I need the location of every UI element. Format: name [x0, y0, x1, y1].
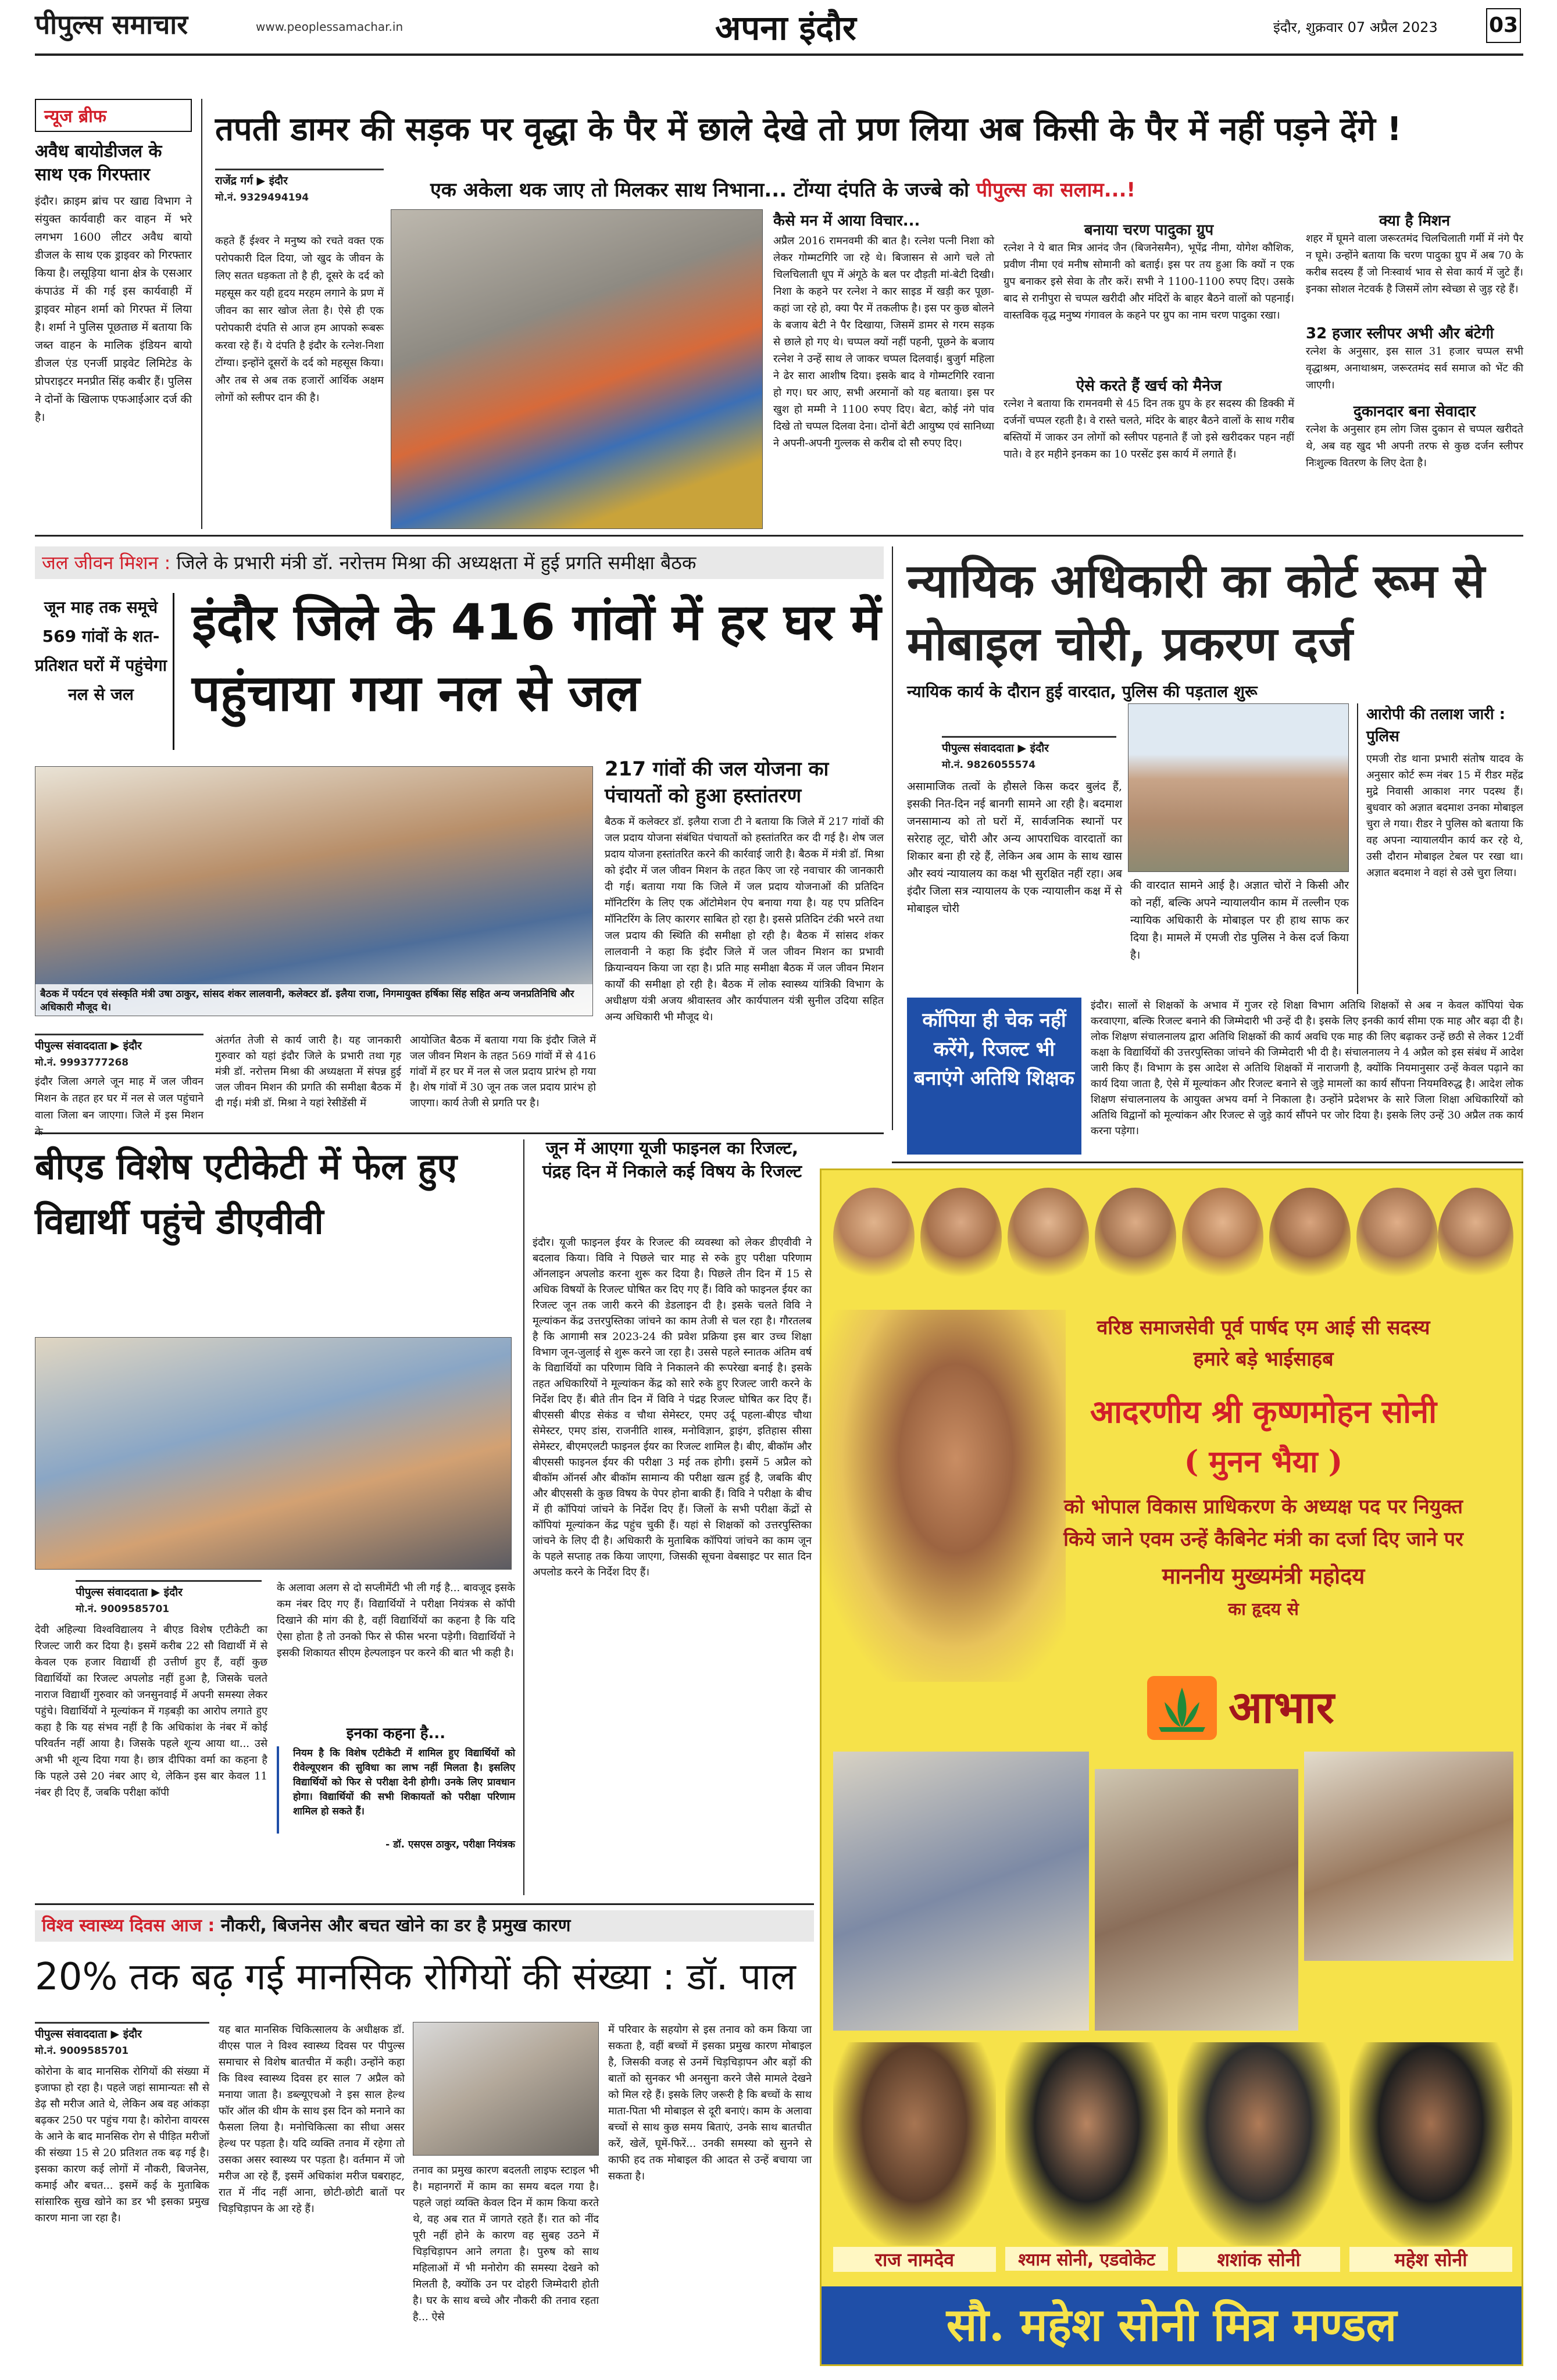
water-byline-text: पीपुल्स संवाददाता ▶ इंदौर	[35, 1039, 142, 1052]
ad-leader-photo	[920, 1188, 1002, 1287]
water-body-right: बैठक में कलेक्टर डॉ. इलैया राजा टी ने बताया कि जिले में 217 गांवों की जल प्रदाय योजना संबंधित पंचायतों को हस्तांतरित कर दी गई है। शेष जल प्रदाय योजना हस्तांतरित करने की कार्रवाई जारी है। बैठक में मंत्री डॉ. मिश्रा को इंदौर में जल जीवन मिशन के तहत किए जा रहे नवाचार की जानकारी दी गई। बताया गया कि जिले में जल प्रदाय योजनाओं की प्रतिदिन मॉनिटरिंग के लिए एक ऑटोमेशन ऐप बनाया गया है। यह एप प्रतिदिन मॉनिटरिंग के लिए कारगर साबित हो रहा है। इससे प्रतिदिन टंकी भरने तथा जल प्रदाय की स्थिति की समीक्षा हो रही है। बैठक में सांसद शंकर लालवानी ने कहा कि इंदौर जिले में जल जीवन मिशन का प्रभावी क्रियान्वयन किया जा रहा है। प्रति माह समीक्षा बैठक में जल जीवन मिशन कार्यों की समीक्षा हो रही है। बैठक में लोक स्वास्थ्य यांत्रिकी विभाग के अधीक्षण यंत्री अजय श्रीवास्तव और कार्यपालन यंत्री सुनील उदिया सहित अन्य अधिकारी भी मौजूद थे।	[605, 816, 884, 1023]
ug-headline: जून में आएगा यूजी फाइनल का रिजल्ट, पंद्रह दिन में निकाले कई विषय के रिजल्ट	[542, 1138, 802, 1182]
health-byline-text: पीपुल्स संवाददाता ▶ इंदौर	[35, 2028, 142, 2040]
story1-col4a: शहर में घूमने वाला जरूरतमंद चिलचिलाती गर्मी में नंगे पैर न घूमे। उन्होंने बताया कि चरण पादुका ग्रुप में अब 70 के करीब सदस्य हैं जो निःस्वार्थ भाव से सेवा कार्य में जुटे हैं। इनका सोशल नेटवर्क है जिसमें लोग स्वेच्छा से जुड़ रहे हैं।	[1306, 233, 1523, 295]
masthead-website: www.peoplessamachar.in	[256, 20, 403, 34]
copies-body: इंदौर। सालों से शिक्षकों के अभाव में गुजर रहे शिक्षा विभाग अतिथि शिक्षकों से अब न केवल कॉपियां चेक करवाएगा, बल्कि रिजल्ट बनाने की जिम्मेदारी भी उन्हें दी है। इसके लिए इनकी कार्य सीमा एक माह और बढ़ा दी है। लोक शिक्षण संचालनालय द्वारा अतिथि शिक्षकों की कार्य अवधि एक माह की लिए बढ़ाकर उन्हें छठी से लेकर 12वीं कक्षा के विद्यार्थियों की उत्तरपुस्तिका जांचने की जिम्मेदारी भी दी है। संचालनालय ने 4 अप्रैल को इस संबंध में आदेश जारी किए हैं। विभाग के इस आदेश से अतिथि शिक्षकों में नाराजगी है, क्योंकि नियमानुसार उन्हें केवल पढ़ाने का कार्य दिया जाता है, ऐसे में मूल्यांकन और रिजल्ट बनाने से जुड़े मामलों का कार्य सौंपना नियमविरुद्ध है। आदेश लोक शिक्षण संचालनालय के आयुक्त अभय वर्मा ने निकाला है। उन्होंने प्रदेशभर के सारे जिला शिक्षा अधिकारियों को अतिथि विद्वानों को मूल्यांकन और रिजल्ट से जुड़े कार्य सौंपने पर जोर दिया है। इसके लिए उन्हें 30 अप्रैल तक कार्य करना पड़ेगा।	[1091, 999, 1523, 1137]
advert	[820, 1168, 1523, 2366]
bed-quote: नियम है कि विशेष एटीकेटी में शामिल हुए विद्यार्थियों को रीवेल्यूएशन की सुविधा का लाभ नहीं मिलता है। इसलिए विद्यार्थियों को फिर से परीक्षा देनी होगी। उनके लिए प्रावधान होगा। विद्यार्थियों की सभी शिकायतों को परीक्षा परिणाम शामिल हो सकते हैं।	[277, 1746, 515, 1834]
bed-ug-rule	[523, 1139, 524, 1895]
section-rule-3	[35, 1132, 884, 1134]
masthead	[0, 0, 1557, 52]
ad-leader-photo	[1356, 1188, 1438, 1287]
ad-person-name: महेश सोनी	[1349, 2247, 1512, 2272]
health-headline: 20% तक बढ़ गई मानसिक रोगियों की संख्या : डॉ. पाल	[35, 1956, 796, 1999]
brief-rule	[201, 99, 202, 529]
brief-body: इंदौर। क्राइम ब्रांच पर खाद्य विभाग ने संयुक्त कार्यवाही कर वाहन में भरे लगभग 1600 लीटर अवैध बायो डीजल के साथ एक ड्राइवर को गिरफ्तार किया है। लसूड़िया थाना क्षेत्र के एसआर कंपाउंड में की गई इस कार्यवाही में ड्राइवर मोहन शर्मा को गिरफ्त में लिया है। शर्मा ने पुलिस पूछताछ में बताया कि जब्त वाहन के मालिक इंडियन बायो डीजल एंड एनर्जी प्राइवेट लिमिटेड के प्रोपराइटर मनप्रीत सिंह कबीर हैं। पुलिस ने दोनों के खिलाफ एफआईआर दर्ज की है।	[35, 195, 192, 424]
dateline: इंदौर, शुक्रवार 07 अप्रैल 2023	[1273, 19, 1438, 35]
ad-leaders-row	[833, 1182, 1513, 1292]
ad-person-photo	[1177, 2042, 1340, 2246]
bed-byline-text: पीपुल्स संवाददाता ▶ इंदौर	[76, 1586, 183, 1599]
court-col1: असामाजिक तत्वों के हौसले किस कदर बुलंद हैं, इसकी नित-दिन नई बानगी सामने आ रही है। बदमाश जनसामान्य को तो घरों में, सार्वजनिक स्थानों पर सरेराह लूट, चोरी और अन्य आपराधिक वारदातों का शिकार बना ही रहे हैं, लेकिन अब आम के साथ खास और स्वयं न्यायालय का कक्ष भी सुरक्षित नहीं रहा। अब इंदौर जिला सत्र न्यायालय के एक न्यायालीन कक्ष में से मोबाइल चोरी	[907, 780, 1122, 915]
story1-col4c: रत्नेश के अनुसार हम लोग जिस दुकान से चप्पल खरीदते थे, अब वह खुद भी अपनी तरफ से कुछ दर्जन स्लीपर निःशुल्क वितरण के लिए देता है।	[1306, 423, 1523, 469]
news-brief	[35, 99, 192, 529]
water-byline	[35, 1034, 203, 1069]
water-court-rule	[892, 546, 893, 1130]
story1-sub3: ऐसे करते हैं खर्च को मैनेज	[1076, 377, 1222, 395]
court-col2: की वारदात सामने आई है। अज्ञात चोरों ने किसी और को नहीं, बल्कि अपने न्यायालयीन काम में तल्लीन एक न्यायिक अधिकारी के मोबाइल पर ही हाथ साफ कर दिया है। मामले में एमजी रोड पुलिस ने केस दर्ज किया है।	[1130, 879, 1349, 962]
court-side-rule	[1357, 703, 1358, 994]
ad-leader-photo	[1182, 1188, 1263, 1287]
health-col2: यह बात मानसिक चिकित्सालय के अधीक्षक डॉ. वीएस पाल ने विश्व स्वास्थ्य दिवस पर पीपुल्स समाचार से विशेष बातचीत में कही। उन्होंने कहा कि विश्व स्वास्थ्य दिवस हर साल 7 अप्रैल को मनाया जाता है। डब्ल्यूएचओ ने इस साल हेल्थ फॉर ऑल की थीम के साथ इस दिन को मनाने का फैसला लिया है। मनोचिकित्सा का सीधा असर हेल्थ पर पड़ता है। यदि व्यक्ति तनाव में रहेगा तो उसका असर स्वास्थ्य पर पड़ता है। वर्तमान में जो मरीज आ रहे हैं, इसमें अधिकांश मरीज घबराहट, रात में नींद नहीं आना, छोटी-छोटी बातों पर चिड़चिड़ापन के आ रहे हैं।	[219, 2024, 405, 2215]
ad-person-photo	[833, 2042, 996, 2246]
masthead-rule	[35, 53, 1523, 56]
court-byline	[942, 736, 1116, 771]
story1-col3: रत्नेश ने ये बात मित्र आनंद जैन (बिजनेसमैन), भूपेंद्र नीमा, योगेश कौशिक, प्रवीण नीमा एवं मनीष सोमानी को बताई। इस पर तय हुआ कि क्यों न एक ग्रुप बनाकर इसे सेवा के तौर करें। सभी ने 1100-1100 रुपए दिए। उसके बाद से रानीपुरा से चप्पल खरीदी और मंदिरों के बाहर बैठने वालों को पहनाई। वास्तविक वृद्ध मनुष्य गंगावल के कहने पर ग्रुप का नाम चरण पादुका रखा।	[1004, 242, 1294, 321]
water-side-box: जून माह तक समूचे 569 गांवों के शत-प्रतिशत घरों में पहुंचेगा नल से जल	[35, 593, 174, 750]
ad-person-photo	[1349, 2042, 1512, 2246]
bed-byline	[76, 1580, 262, 1615]
story1-mobile: मो.नं. 9329494194	[215, 192, 309, 203]
story1-col2-wrap	[773, 209, 994, 529]
water-mobile: मो.नं. 9993777268	[35, 1057, 129, 1069]
court-side-title: आरोपी की तलाश जारी : पुलिस	[1366, 706, 1506, 745]
water-sub: 217 गांवों की जल योजना का पंचायतों को हुआ हस्तांतरण	[605, 757, 829, 807]
bjp-lotus-icon	[1147, 1676, 1217, 1740]
water-right	[605, 756, 884, 1128]
court-byline-text: पीपुल्स संवाददाता ▶ इंदौर	[942, 742, 1049, 755]
ad-leader-photo	[1438, 1188, 1513, 1287]
ad-line3: को भोपाल विकास प्राधिकरण के अध्यक्ष पद पर नियुक्त किये जाने एवम उन्हें कैबिनेट मंत्री का दर्जा दिए जाने पर	[1063, 1495, 1463, 1551]
ad-footer: सौ. महेश सोनी मित्र मण्डल	[822, 2286, 1522, 2364]
health-col4: में परिवार के सहयोग से इस तनाव को कम किया जा सकता है, वहीं बच्चों में इसका प्रमुख कारण मोबाइल है, जिसकी वजह से उनमें चिड़चिड़ापन और बड़ों की बातों को सुनकर भी अनसुना करने जैसे मामले देखने को मिल रहे हैं। इसके लिए जरूरी है कि बच्चों के साथ माता-पिता भी मोबाइल से दूरी बनाएं। काम के अलावा बच्चों से साथ कुछ समय बिताएं, उनके साथ बातचीत करें, खेलें, घूमें-फिरें... उनकी समस्या को सुनने से काफी हद तक मोबाइल की आदत से उन्हें बचाया जा सकता है।	[608, 2024, 812, 2182]
water-kicker-text: जिले के प्रभारी मंत्री डॉ. नरोत्तम मिश्रा की अध्यक्षता में हुई प्रगति समीक्षा बैठक	[176, 552, 697, 574]
water-photo	[35, 766, 593, 1016]
ad-people-row	[833, 2042, 1513, 2275]
health-col1: कोरोना के बाद मानसिक रोगियों की संख्या में इजाफा हो रहा है। पहले जहां सामान्यतः सौ से डेढ़ सौ मरीज आते थे, लेकिन अब वह आंकड़ा बढ़कर 250 पर पहुंच गया है। कोरोना वायरस के आने के बाद मानसिक रोग से पीड़ित मरीजों की संख्या 15 से 20 प्रतिशत तक बढ़ गई है। इसका कारण कई लोगों में नौकरी, बिजनेस, कमाई और बचत... इसमें कई के मुताबिक सांसारिक सुख खोने का डर भी इसका प्रमुख कारण माना जा रहा है।	[35, 2065, 209, 2224]
lotus-icon	[1147, 1676, 1217, 1740]
story1-sub4: क्या है मिशन	[1379, 212, 1451, 230]
ug-body: इंदौर। यूजी फाइनल ईयर के रिजल्ट की व्यवस्था को लेकर डीएवीवी ने बदलाव किया। विवि ने पिछले चार माह से रुके हुए परीक्षा परिणाम ऑनलाइन अपलोड करना शुरू कर दिया है। पिछले तीन दिन में 15 से अधिक विषयों के रिजल्ट घोषित कर दिए गए हैं। विवि को फाइनल ईयर का रिजल्ट जून तक जारी करने की डेडलाइन दी है। इसके चलते विवि ने मूल्यांकन केंद्र उत्तरपुस्तिका जांचने का काम तेजी से चल रहा है। गौरतलब है कि आगामी सत्र 2023-24 की प्रवेश प्रक्रिया इस बार उच्च शिक्षा विभाग जून-जुलाई से शुरू करने जा रहा है। उससे पहले स्नातक अंतिम वर्ष के विद्यार्थियों का परिणाम विवि ने निकालने की रूपरेखा बनाई है। इसके तहत अधिकारियों ने मूल्यांकन केंद्र को सारे रुके हुए रिजल्ट जारी करने के निर्देश दिए हैं। बीते तीन दिन में विवि ने पंद्रह रिजल्ट घोषित कर दिए हैं। बीएससी बीएड सेकंड व चौथा सेमेस्टर, एमए उर्दू पहला-बीएड चौथा सेमेस्टर, एमए डांस, राजनीति शास्त्र, मनोविज्ञान, ड्राइंग, इतिहास सीसा सेमेस्टर, बीएमएलटी फाइनल ईयर का रिजल्ट शामिल है। बीए, बीकॉम और बीएससी फाइनल ईयर की परीक्षा 3 मई तक होगी। इसमें 5 अप्रैल को बीकॉम ऑनर्स और बीकॉम सामान्य की परीक्षा खत्म हुई है, जबकि बीए और बीएससी के कुछ विषय के पेपर होना बाकी हैं। विवि ने परीक्षा के बीच में ही कॉपियां जांचने के निर्देश दिए हैं। जिलों के सभी परीक्षा केंद्रों से कॉपियां मूल्यांकन केंद्र पहुंच चुकी हैं। यहां से शिक्षकों को उत्तरपुस्तिका जांचने के लिए दी है। अधिकारी के मुताबिक कॉपियां जांचने का काम जून के पहले सप्ताह तक किया जाएगा, जिसकी सूचना वेबसाइट पर सात दिन अपलोड करने के निर्देश दिए हैं।	[533, 1237, 812, 1578]
ad-person-photo	[1005, 2042, 1168, 2246]
water-kicker	[35, 546, 884, 579]
story1-col1: कहते हैं ईश्वर ने मनुष्य को रचते वक्त एक परोपकारी दिल दिया, जो खुद के जीवन के लिए सतत धड़कता तो है ही, दूसरे के दर्द को महसूस कर यही हृदय मरहम लगाने के प्रण में जीवन का सार खोज लेता है। ऐसे ही एक परोपकारी दंपति से आज हम आपको रूबरू करवा रहे हैं। ये दंपति है इंदौर के रत्नेश-निशा टोंग्या। इन्होंने दूसरों के दर्द को महसूस किया। और तब से अब तक हजारों आर्थिक अक्षम लोगों को स्लीपर दान की है।	[215, 235, 384, 404]
water-headline: इंदौर जिले के 416 गांवों में हर घर में पहुंचाया गया नल से जल	[192, 594, 881, 723]
court-headline: न्यायिक अधिकारी का कोर्ट रूम से मोबाइल चोरी, प्रकरण दर्ज	[907, 554, 1485, 671]
story1-sub6: दुकानदार बना सेवादार	[1353, 403, 1476, 420]
story1-sub2: बनाया चरण पादुका ग्रुप	[1084, 221, 1214, 239]
section-rule-1	[35, 535, 1523, 537]
brief-headline: अवैध बायोडीजल के साथ एक गिरफ्तार	[35, 141, 162, 185]
health-photo	[413, 2022, 599, 2156]
health-col3: तनाव का प्रमुख कारण बदलती लाइफ स्टाइल भी है। महानगरों में काम का समय बदल गया है। पहले जहां व्यक्ति केवल दिन में काम किया करते थे, वह अब रात में जागते रहते हैं। रात को नींद पूरी नहीं होने के कारण वह सुबह उठने में चिड़चिड़ापन आने लगता है। पुरुष को साथ महिलाओं में भी मनोरोग की समस्या देखने को मिलती है, क्योंकि उन पर दोहरी जिम्मेदारी होती है। घर के साथ बच्चे और नौकरी की तनाव रहता है... ऐसे	[413, 2164, 599, 2323]
court-side	[1366, 703, 1523, 994]
story1-sub5: 32 हजार स्लीपर अभी और बंटेगी	[1306, 325, 1494, 342]
story1-byline-text: राजेंद्र गर्ग ▶ इंदौर	[215, 174, 288, 187]
masthead-logo: पीपुल्स समाचार	[35, 9, 188, 40]
story1-tagline-text: एक अकेला थक जाए तो मिलकर साथ निभाना... टोंग्या दंपति के जज्बे को	[430, 178, 969, 202]
health-byline	[35, 2022, 209, 2057]
bed-quote-title: इनका कहना है...	[346, 1725, 446, 1742]
story1-col4b: रत्नेश के अनुसार, इस साल 31 हजार चप्पल सभी वृद्धाश्रम, अनाथाश्रम, जरूरतमंद सर्व समाज को भेंट की जाएगी।	[1306, 345, 1523, 391]
court-deck: न्यायिक कार्य के दौरान हुई वारदात, पुलिस की पड़ताल शुरू	[907, 682, 1258, 701]
court-photo	[1128, 703, 1349, 872]
story1-col3-wrap	[1004, 219, 1294, 529]
bed-col2: के अलावा अलग से दो सप्लीमेंटी भी ली गई है... बावजूद इसके कम नंबर दिए गए हैं। विद्यार्थियों ने परीक्षा नियंत्रक से कॉपी दिखाने की मांग की है, वहीं विद्यार्थियों का कहना है कि यदि ऐसा होता है तो उनको फिर से फीस भरना पड़ेगी। विद्यार्थियों ने इसकी शिकायत सीएम हेल्पलाइन पर करने की बात भी कही है।	[277, 1582, 515, 1659]
story1-salute: पीपुल्स का सलाम...!	[976, 178, 1136, 202]
ad-line4: माननीय मुख्यमंत्री महोदय	[1162, 1563, 1365, 1589]
ad-text-block	[1013, 1310, 1513, 1728]
section-rule-4	[35, 1903, 814, 1905]
ad-person-name: शशांक सोनी	[1177, 2247, 1340, 2272]
copies-box: कॉपिया ही चेक नहीं करेंगे, रिजल्ट भी बनाएंगे अतिथि शिक्षक	[907, 998, 1081, 1155]
story1-photo	[391, 209, 763, 529]
ad-person-name: राज नामदेव	[833, 2247, 996, 2272]
health-kicker-text: नौकरी, बिजनेस और बचत खोने का डर है प्रमुख कारण	[220, 1916, 571, 1936]
story1-sub1: कैसे मन में आया विचार...	[773, 212, 920, 230]
brief-label: न्यूज ब्रीफ	[35, 99, 192, 132]
ad-line2: हमारे बड़े भाईसाहब	[1193, 1348, 1334, 1371]
ad-event-photo	[1095, 1769, 1298, 2031]
bed-col1: देवी अहिल्या विश्वविद्यालय ने बीएड विशेष एटीकेटी का रिजल्ट जारी कर दिया है। इसमें करीब 22 सौ विद्यार्थी में से केवल एक हजार विद्यार्थी ही उत्तीर्ण हुए हैं, वहीं कुछ विद्यार्थियों का रिजल्ट अपलोड नहीं हुआ है, जिसके चलते नाराज विद्यार्थी गुरुवार को जनसुनवाई में अपनी समस्या लेकर पहुंचे। विद्यार्थियों ने मूल्यांकन में गड़बड़ी का आरोप लगाते हुए कहा है कि यह संभव नहीं है कि अधिकांश के नंबर में कोई परिवर्तन नहीं आया है। जिसके पहले शून्य आया था... उसे अभी भी शून्य दिया गया है। छात्र दीपिका वर्मा का कहना है कि पहले उसे 20 नंबर आए थे, लेकिन इस बार केवल 11 नंबर ही दिए हैं, जबकि परीक्षा कॉपी	[35, 1624, 267, 1799]
ad-person-name: श्याम सोनी, एडवोकेट	[1005, 2247, 1168, 2271]
bed-mobile: मो.नं. 9009585701	[76, 1603, 170, 1615]
ad-nick: ( मुनन भैया )	[1184, 1444, 1343, 1480]
ad-leader-photo	[833, 1188, 915, 1287]
ad-event-photo	[1304, 1752, 1513, 1961]
story1-col4-wrap	[1306, 209, 1523, 529]
water-kicker-label: जल जीवन मिशन :	[42, 552, 171, 574]
bed-headline: बीएड विशेष एटीकेटी में फेल हुए विद्यार्थी पहुंचे डीएवीवी	[35, 1145, 458, 1242]
court-mobile: मो.नं. 9826055574	[942, 759, 1036, 771]
health-mobile: मो.नं. 9009585701	[35, 2045, 129, 2057]
page-number: 03	[1486, 8, 1521, 43]
water-col1: इंदौर जिला अगले जून माह में जल जीवन मिशन के तहत हर घर में नल से जल पहुंचाने वाला जिला बन जाएगा। जिले में इस मिशन	[35, 1075, 203, 1121]
ad-thanks: आभार	[1229, 1681, 1334, 1733]
ad-leader-photo	[1095, 1188, 1176, 1287]
health-kicker-label: विश्व स्वास्थ्य दिवस आज :	[42, 1916, 215, 1936]
story1-col2: अप्रैल 2016 रामनवमी की बात है। रत्नेश पत्नी निशा को लेकर गोम्मटगिरि जा रहे थे। बिजासन से आगे चले तो चिलचिलाती धूप में अंगूठे के बल पर दौड़ती मां-बेटी दिखी। निशा के कहने पर रत्नेश ने कार साइड में खड़ी कर पूछा-कहां जा रहे हो, क्या पैर में तकलीफ है। इस पर कुछ बोलने के बजाय बेटी ने पैर दिखाया, जिसमें डामर से गरम सड़क से छाले हो गए थे। चप्पल क्यों नहीं पहनी, पूछने के बजाय रत्नेश ने उन्हें साथ ले जाकर चप्पल दिलवाई। बुजुर्ग महिला ने ढेर सारा आशीष दिया। इसके बाद वे गोम्मटगिरि रवाना हो गए। घर आए, सभी अरमानों को यह बताया। इस पर खुश हो मम्मी ने 1100 रुपए दिए। बेटा, कोई नंगे पांव दिखे तो चप्पल दिलवा देना। दोनों बेटी आयुष्य एवं सानिध्या ने अपनी-अपनी गुल्लक से करीब दो सौ रुपए दिए।	[773, 235, 994, 449]
story1-col3b: रत्नेश ने बताया कि रामनवमी से 45 दिन तक ग्रुप के हर सदस्य की डिक्की में दर्जनों चप्पल रहती है। वे रास्ते चलते, मंदिर के बाहर बैठने वालों के साथ गरीब बस्तियों में जाकर उन लोगों को स्लीपर पहनाते हैं जो इसे खरीदकर पहन नहीं पाते। वे हर महीने इनकम का 10 परसेंट इस कार्य में लगाते हैं।	[1004, 398, 1294, 460]
bed-photo	[35, 1337, 512, 1570]
water-col2: अंतर्गत तेजी से कार्य जारी है। यह जानकारी गुरुवार को यहां इंदौर जिले के प्रभारी तथा गृह मंत्री डॉ. नरोत्तम मिश्रा की अध्यक्षता में संपन्न हुई जल जीवन मिशन की प्रगति की समीक्षा बैठक में दी गई। मंत्री डॉ. मिश्रा ने यहां रेसीडेंसी में	[215, 1034, 401, 1109]
court-side-body: एमजी रोड थाना प्रभारी संतोष यादव के अनुसार कोर्ट रूम नंबर 15 में रीडर महेंद्र मुद्रे निवासी आकाश नगर पदस्थ हैं। बुधवार को अज्ञात बदमाश उनका मोबाइल चुरा ले गया। रीडर ने पुलिस को बताया कि वह अपना न्यायालयीन कार्य कर रहे थे, उसी दौरान मोबाइल टेबल पर रखा था। अज्ञात बदमाश ने वहां से उसे चुरा लिया।	[1366, 753, 1523, 879]
ad-leader-photo	[1008, 1188, 1089, 1287]
ad-line1: वरिष्ठ समाजसेवी पूर्व पार्षद एम आई सी सदस्य	[1097, 1316, 1430, 1339]
ad-leader-photo	[1269, 1188, 1351, 1287]
story1-byline	[215, 169, 384, 203]
health-kicker	[35, 1910, 814, 1942]
story1-tagline	[430, 176, 1302, 202]
water-caption: बैठक में पर्यटन एवं संस्कृति मंत्री उषा ठाकुर, सांसद शंकर लालवानी, कलेक्टर डॉ. इलैया राजा, निगमायुक्त हर्षिका सिंह सहित अन्य जनप्रतिनिधि और अधिकारी मौजूद थे।	[35, 984, 592, 1016]
ad-group-photos	[833, 1752, 1513, 2031]
section-rule-2	[892, 1162, 1523, 1163]
ad-name: आदरणीय श्री कृष्णमोहन सोनी	[1090, 1393, 1437, 1430]
story1-headline: तपती डामर की सड़क पर वृद्धा के पैर में छाले देखे तो प्रण लिया अब किसी के पैर में नहीं पड़ने देंगे !	[215, 110, 1402, 148]
bed-quote-by: - डॉ. एसएस ठाकुर, परीक्षा नियंत्रक	[385, 1839, 515, 1850]
section-title: अपना इंदौर	[715, 8, 856, 48]
ad-line5: का हृदय से	[1228, 1599, 1299, 1620]
ad-event-photo	[833, 1752, 1089, 2031]
water-col3: आयोजित बैठक में बताया गया कि इंदौर जिले में जल जीवन मिशन के तहत 569 गांवों में से 416 गांवों में हर घर में नल से जल प्रदाय प्रारंभ हो गया है। शेष गांवों में 30 जून तक जल प्रदाय प्रारंभ हो जाएगा। कार्य तेजी से प्रगति पर है।	[410, 1034, 596, 1109]
bed-col2-wrap	[277, 1580, 515, 1895]
